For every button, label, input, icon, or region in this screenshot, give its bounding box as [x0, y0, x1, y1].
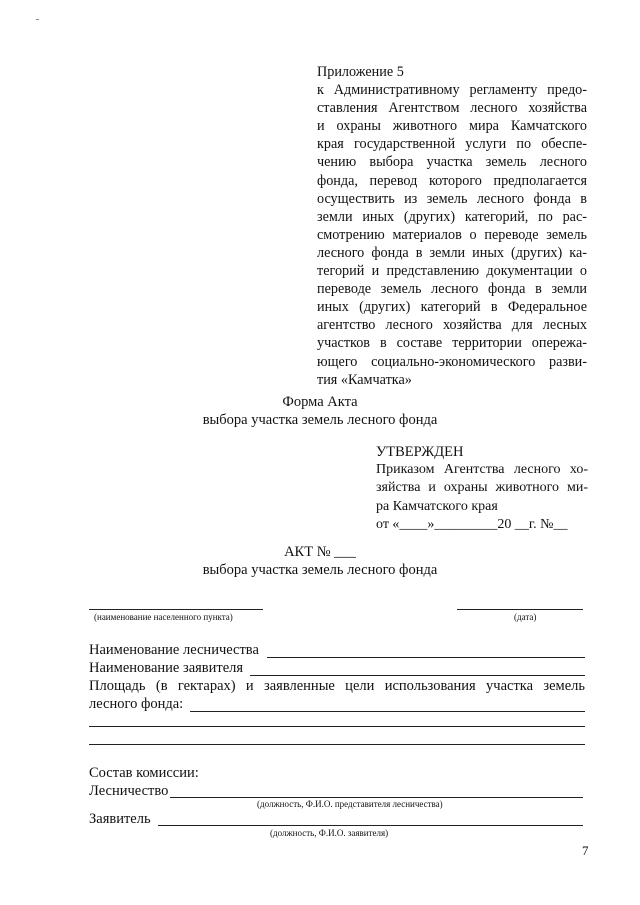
commission-applicant-caption: (должность, Ф.И.О. заявителя): [270, 828, 389, 838]
annex-line: агентство лесного хозяйства для лесных: [317, 317, 587, 334]
form-subtitle: выбора участка земель лесного фонда: [202, 412, 438, 428]
commission-forestry-caption: (должность, Ф.И.О. представителя лесничества): [257, 799, 443, 809]
applicant-field-line: [250, 675, 585, 676]
approval-date-line: от «____»_________20 __г. №__: [376, 516, 568, 532]
area-field-line-2: [89, 726, 585, 727]
area-purpose-label-cont: лесного фонда:: [89, 696, 184, 712]
form-title: Форма Акта: [282, 394, 358, 410]
commission-applicant-line: [158, 825, 583, 826]
annex-line: тия «Камчатка»: [317, 371, 412, 388]
annex-line: участков в составе территории опережа-: [317, 335, 587, 352]
approval-line: Приказом Агентства лесного хо-: [376, 462, 588, 478]
act-subtitle: выбора участка земель лесного фонда: [202, 562, 438, 578]
page-number: 7: [582, 843, 589, 858]
commission-applicant-label: Заявитель: [89, 811, 151, 827]
area-field-line-3: [89, 744, 585, 745]
annex-line: ющего социально-экономического разви-: [317, 353, 587, 370]
annex-line: к Административному регламенту предо-: [317, 82, 587, 99]
commission-heading: Состав комиссии:: [89, 765, 199, 781]
commission-forestry-line: [170, 797, 583, 798]
annex-line: лесного фонда в земли иных (других) ка-: [317, 244, 587, 261]
area-field-line: [190, 711, 585, 712]
approval-block: [376, 443, 588, 534]
area-purpose-label: Площадь (в гектарах) и заявленные цели использования участка земель: [89, 678, 585, 694]
act-title: АКТ № ___: [284, 544, 356, 560]
annex-title: Приложение 5: [317, 64, 404, 80]
approval-line: зяйства и охраны животного ми-: [376, 480, 588, 496]
annex-line: чению выбора участка земель лесного: [317, 154, 587, 171]
locality-line: [89, 609, 263, 610]
annex-line: и охраны животного мира Камчатского: [317, 118, 587, 135]
applicant-label: Наименование заявителя: [89, 660, 244, 676]
annex-line: осуществить из земель лесного фонда в: [317, 190, 587, 207]
annex-line: края государственной услуги по обеспе-: [317, 136, 587, 153]
annex-block: [317, 63, 587, 389]
annex-line: фонда, перевод которого предполагается: [317, 172, 587, 189]
locality-caption: (наименование населенного пункта): [94, 612, 233, 622]
scan-speck: [36, 19, 39, 20]
annex-line: тегорий и представлению документации о: [317, 263, 587, 280]
annex-line: земли иных (других) категорий, по рас-: [317, 208, 587, 225]
date-line: [457, 609, 583, 610]
annex-line: ставления Агентством лесного хозяйства: [317, 100, 587, 117]
approval-line: ра Камчатского края: [376, 498, 498, 514]
annex-line: переводе земель лесного фонда в земли: [317, 281, 587, 298]
approval-heading: УТВЕРЖДЕН: [376, 444, 464, 460]
commission-forestry-label: Лесничество: [89, 783, 169, 799]
annex-line: смотрению материалов о переводе земель: [317, 226, 587, 243]
forestry-label: Наименование лесничества: [89, 642, 259, 658]
annex-line: иных (других) категорий в Федеральное: [317, 299, 587, 316]
forestry-field-line: [267, 657, 585, 658]
date-caption: (дата): [514, 612, 537, 622]
